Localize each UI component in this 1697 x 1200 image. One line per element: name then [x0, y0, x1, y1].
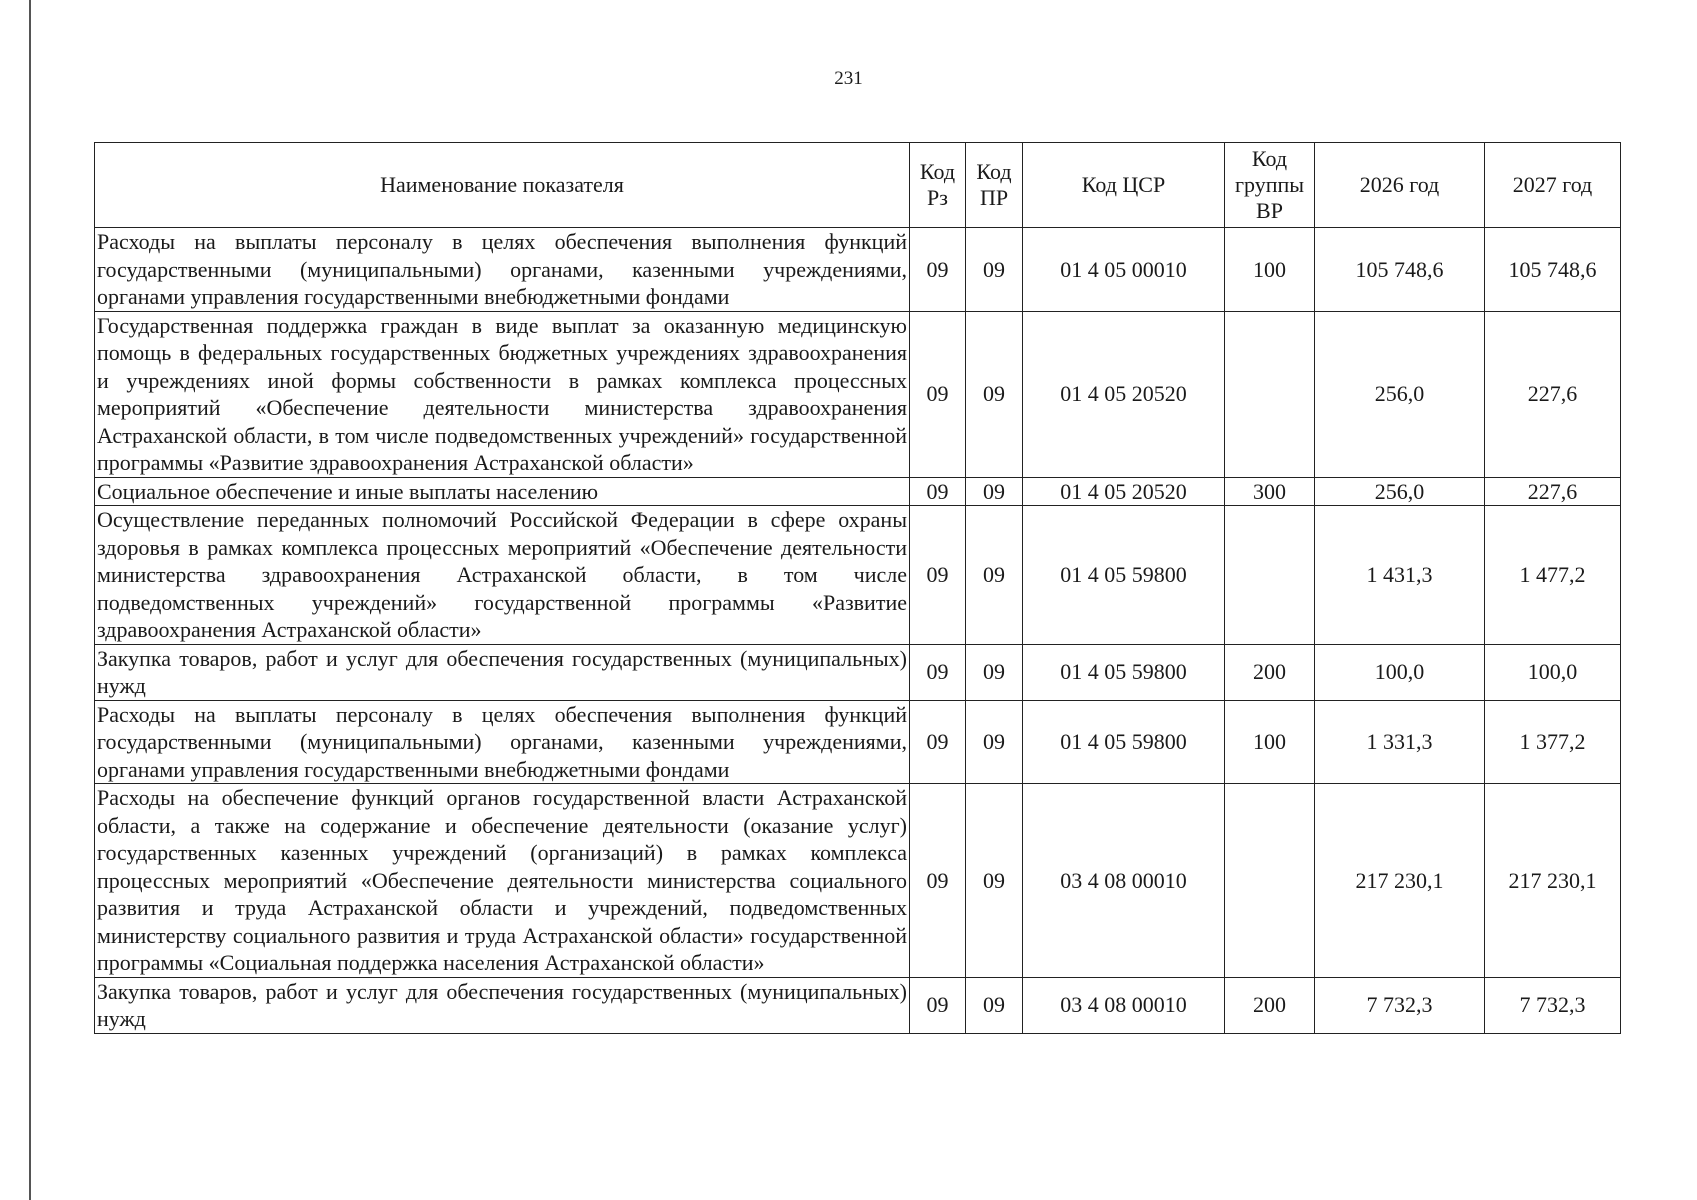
row-2026: 256,0 [1315, 311, 1485, 477]
row-vr: 200 [1225, 977, 1315, 1033]
row-name: Расходы на выплаты персоналу в целях обеспечения выполнения функций государственными (муниципальными) органами, казенными учреждениями, органами управления государственными внебюджетными фондами [95, 700, 910, 784]
row-pr: 09 [966, 311, 1023, 477]
row-pr: 09 [966, 784, 1023, 978]
row-csr: 01 4 05 59800 [1023, 700, 1225, 784]
page-binding-edge [29, 0, 31, 1200]
row-rz: 09 [910, 506, 966, 645]
row-2026: 100,0 [1315, 644, 1485, 700]
row-csr: 01 4 05 20520 [1023, 477, 1225, 506]
page-number: 231 [834, 68, 863, 89]
row-pr: 09 [966, 977, 1023, 1033]
row-pr: 09 [966, 644, 1023, 700]
row-name: Государственная поддержка граждан в виде выплат за оказанную медицинскую помощь в федеральных государственных бюджетных учреждениях здравоохранения и учреждениях иной формы собственности в рамках комплекса процессных мероприятий «Обеспечение деятельности министерства здравоохранения Астраханской области, в том числе подведомственных учреждений» государственной программы «Развитие здравоохранения Астраханской области» [95, 311, 910, 477]
header-2026: 2026 год [1315, 143, 1485, 228]
row-csr: 03 4 08 00010 [1023, 977, 1225, 1033]
row-rz: 09 [910, 700, 966, 784]
row-2026: 7 732,3 [1315, 977, 1485, 1033]
row-vr: 300 [1225, 477, 1315, 506]
row-rz: 09 [910, 644, 966, 700]
row-pr: 09 [966, 228, 1023, 312]
row-2027: 227,6 [1485, 311, 1621, 477]
header-csr: Код ЦСР [1023, 143, 1225, 228]
row-vr [1225, 311, 1315, 477]
row-name: Социальное обеспечение и иные выплаты населению [95, 477, 910, 506]
table-row [95, 784, 1621, 978]
row-2027: 217 230,1 [1485, 784, 1621, 978]
table-row [95, 977, 1621, 1033]
table-row [95, 477, 1621, 506]
row-vr: 100 [1225, 228, 1315, 312]
row-2026: 1 331,3 [1315, 700, 1485, 784]
row-2027: 1 477,2 [1485, 506, 1621, 645]
row-vr [1225, 784, 1315, 978]
row-rz: 09 [910, 784, 966, 978]
row-2026: 217 230,1 [1315, 784, 1485, 978]
row-2026: 256,0 [1315, 477, 1485, 506]
row-name: Закупка товаров, работ и услуг для обеспечения государственных (муниципальных) нужд [95, 977, 910, 1033]
table-row [95, 506, 1621, 645]
row-rz: 09 [910, 228, 966, 312]
table-header-row [95, 143, 1621, 228]
row-vr: 200 [1225, 644, 1315, 700]
row-2027: 7 732,3 [1485, 977, 1621, 1033]
header-pr: Код ПР [966, 143, 1023, 228]
header-name: Наименование показателя [95, 143, 910, 228]
row-pr: 09 [966, 506, 1023, 645]
row-vr: 100 [1225, 700, 1315, 784]
row-2027: 100,0 [1485, 644, 1621, 700]
table-row [95, 700, 1621, 784]
header-2027: 2027 год [1485, 143, 1621, 228]
row-name: Осуществление переданных полномочий Российской Федерации в сфере охраны здоровья в рамках комплекса процессных мероприятий «Обеспечение деятельности министерства здравоохранения Астраханской области, в том числе подведомственных учреждений» государственной программы «Развитие здравоохранения Астраханской области» [95, 506, 910, 645]
row-2026: 1 431,3 [1315, 506, 1485, 645]
row-rz: 09 [910, 477, 966, 506]
row-name: Закупка товаров, работ и услуг для обеспечения государственных (муниципальных) нужд [95, 644, 910, 700]
table-row [95, 228, 1621, 312]
row-name: Расходы на выплаты персоналу в целях обеспечения выполнения функций государственными (муниципальными) органами, казенными учреждениями, органами управления государственными внебюджетными фондами [95, 228, 910, 312]
row-2026: 105 748,6 [1315, 228, 1485, 312]
row-vr [1225, 506, 1315, 645]
table-row [95, 644, 1621, 700]
row-csr: 01 4 05 59800 [1023, 506, 1225, 645]
row-csr: 01 4 05 00010 [1023, 228, 1225, 312]
table-row [95, 311, 1621, 477]
budget-table [94, 142, 1621, 1034]
row-csr: 03 4 08 00010 [1023, 784, 1225, 978]
row-rz: 09 [910, 311, 966, 477]
header-vr: Код группы ВР [1225, 143, 1315, 228]
header-rz: Код Рз [910, 143, 966, 228]
row-2027: 105 748,6 [1485, 228, 1621, 312]
row-2027: 227,6 [1485, 477, 1621, 506]
row-rz: 09 [910, 977, 966, 1033]
row-csr: 01 4 05 59800 [1023, 644, 1225, 700]
row-pr: 09 [966, 477, 1023, 506]
row-2027: 1 377,2 [1485, 700, 1621, 784]
row-name: Расходы на обеспечение функций органов государственной власти Астраханской области, а также на содержание и обеспечение деятельности (оказание услуг) государственных казенных учреждений (организаций) в рамках комплекса процессных мероприятий «Обеспечение деятельности министерства социального развития и труда Астраханской области и учреждений, подведомственных министерству социального развития и труда Астраханской области» государственной программы «Социальная поддержка населения Астраханской области» [95, 784, 910, 978]
row-pr: 09 [966, 700, 1023, 784]
row-csr: 01 4 05 20520 [1023, 311, 1225, 477]
